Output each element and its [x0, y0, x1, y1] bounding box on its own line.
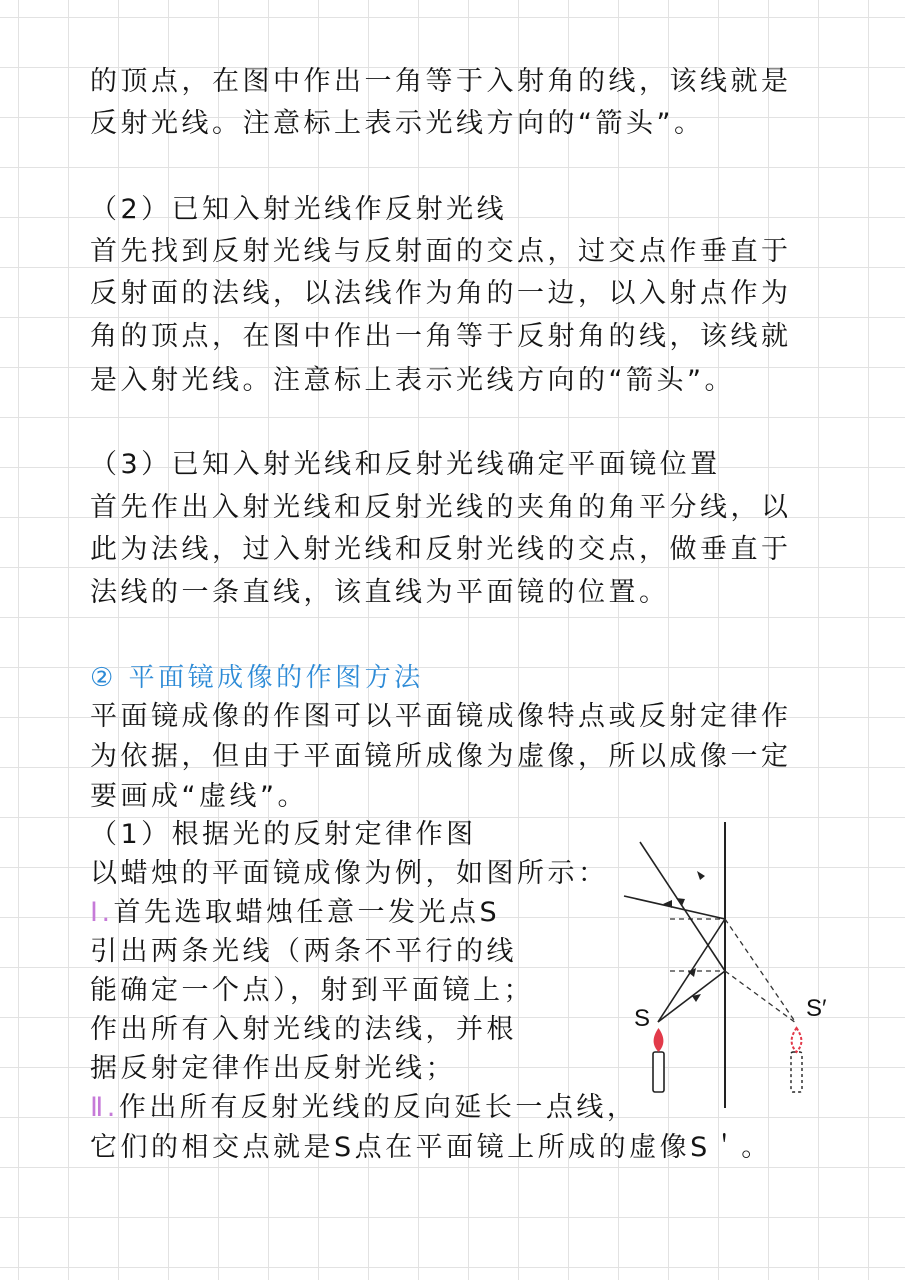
text-line: 它们的相交点就是S点在平面镜上所成的虚像S＇。	[90, 1132, 772, 1163]
arrow-reflected-top	[697, 871, 705, 880]
step-2-text: 作出所有反射光线的反向延长一点线，	[118, 1092, 638, 1123]
text-line: 法线的一条直线，该直线为平面镜的位置。	[90, 577, 670, 608]
text-line: 反射光线。注意标上表示光线方向的“箭头”。	[90, 108, 705, 139]
extension-upper	[725, 919, 796, 1023]
text-line: 首先作出入射光线和反射光线的夹角的角平分线，以	[90, 492, 792, 523]
label-source: S	[634, 1005, 651, 1032]
arrow-reflected-upper	[663, 900, 672, 908]
text-line: 此为法线，过入射光线和反射光线的交点，做垂直于	[90, 534, 792, 565]
reflected-ray-lower	[640, 842, 725, 971]
text-line: 为依据，但由于平面镜所成像为虚像，所以成像一定	[90, 741, 792, 772]
text-line: 据反射定律作出反射光线；	[90, 1053, 456, 1084]
text-line: 以蜡烛的平面镜成像为例，如图所示：	[90, 858, 609, 889]
step-1-text: 首先选取蜡烛任意一发光点S	[113, 897, 501, 928]
section-heading: （3）已知入射光线和反射光线确定平面镜位置	[90, 449, 721, 480]
reflected-ray-upper	[624, 896, 725, 919]
text-line: 角的顶点，在图中作出一角等于反射角的线，该线就	[90, 321, 792, 352]
virtual-candle-body	[791, 1052, 802, 1092]
text-line: 的顶点，在图中作出一角等于入射角的线，该线就是	[90, 66, 792, 97]
section-heading: （2）已知入射光线作反射光线	[90, 194, 508, 225]
text-line: 反射面的法线，以法线作为角的一边，以入射点作为	[90, 278, 792, 309]
virtual-candle-flame	[792, 1028, 802, 1052]
section-heading-blue: ② 平面镜成像的作图方法	[90, 663, 424, 693]
candle-flame	[654, 1028, 664, 1052]
text-line: 是入射光线。注意标上表示光线方向的“箭头”。	[90, 365, 735, 396]
label-image: S′	[806, 995, 827, 1022]
text-line: 要画成“虚线”。	[90, 781, 308, 812]
sub-heading: （1）根据光的反射定律作图	[90, 819, 477, 850]
text-line: 首先找到反射光线与反射面的交点，过交点作垂直于	[90, 236, 792, 267]
incident-ray-lower	[658, 971, 725, 1022]
step-2-mark: Ⅱ.	[90, 1092, 119, 1123]
step-1-mark: Ⅰ.	[90, 897, 114, 928]
text-line: 能确定一个点），射到平面镜上；	[90, 975, 534, 1006]
mirror-imaging-diagram	[600, 820, 840, 1110]
text-line: 作出所有入射光线的法线，并根	[90, 1014, 517, 1045]
step-1-line	[90, 893, 500, 933]
candle-body	[653, 1052, 664, 1092]
extension-lower	[725, 971, 796, 1023]
text-line: 平面镜成像的作图可以平面镜成像特点或反射定律作	[90, 701, 792, 732]
step-2-line	[90, 1088, 637, 1128]
text-line: 引出两条光线（两条不平行的线	[90, 936, 517, 967]
